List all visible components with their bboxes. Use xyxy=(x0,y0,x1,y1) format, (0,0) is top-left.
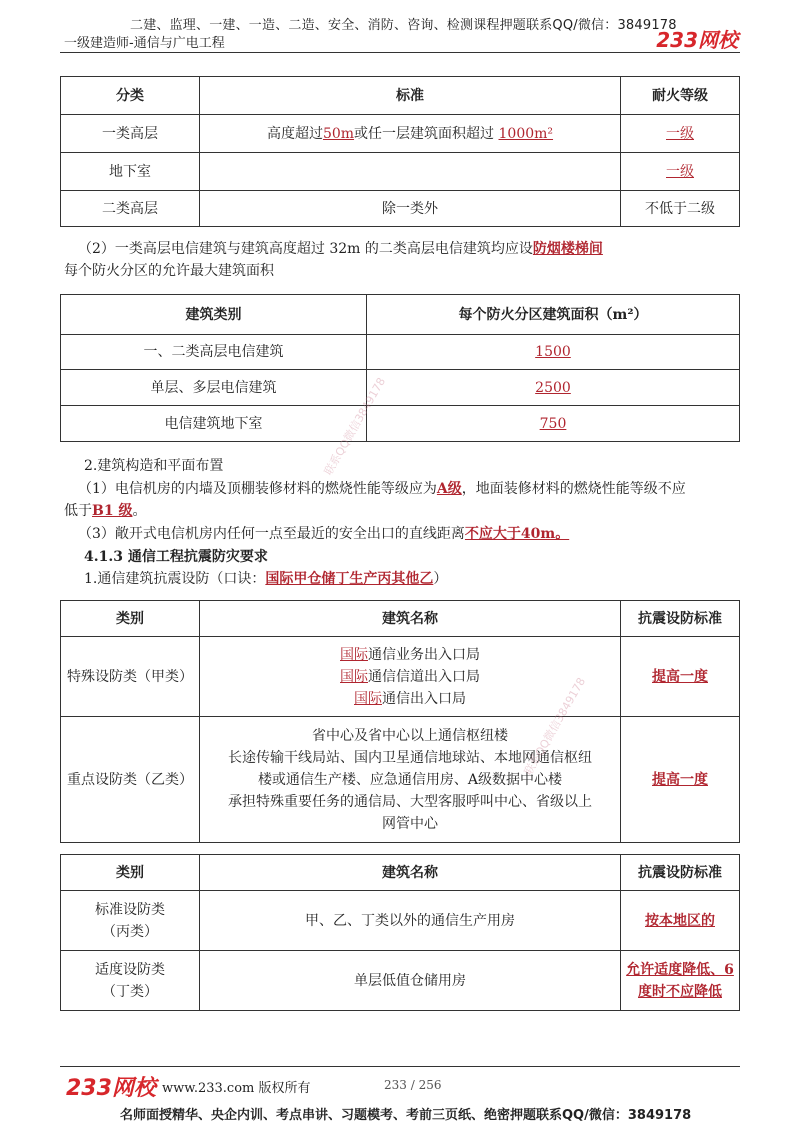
highlight-text: 国际 xyxy=(340,646,368,663)
category-cell xyxy=(61,891,200,951)
standard-cell: 除一类外 xyxy=(200,191,621,227)
paragraph xyxy=(84,568,447,590)
building-text: 通信出入口局 xyxy=(382,690,466,707)
highlight-text: 国际甲仓储丁生产丙其他乙 xyxy=(265,571,434,587)
table-header: 标准 xyxy=(200,77,621,115)
standard-cell: 提高一度 xyxy=(621,717,740,843)
category-text: 标准设防类 xyxy=(95,901,165,918)
table-header: 耐火等级 xyxy=(621,77,740,115)
page-number: 233 / 256 xyxy=(384,1078,442,1092)
level-cell: 不低于二级 xyxy=(621,191,740,227)
building-name xyxy=(204,644,616,666)
footer-divider xyxy=(60,1066,740,1067)
header-logo: 233网校 xyxy=(656,28,738,52)
category-cell: 特殊设防类（甲类） xyxy=(61,637,200,717)
paragraph-text: 1.通信建筑抗震设防（口诀： xyxy=(84,571,266,587)
paragraph xyxy=(64,500,146,522)
table-header: 建筑名称 xyxy=(200,601,621,637)
watermark: 联系QQ微信3849178 xyxy=(521,675,589,778)
table-row xyxy=(61,637,740,717)
standard-cell xyxy=(200,153,621,191)
header-divider xyxy=(60,52,740,53)
level-cell: 一级 xyxy=(621,153,740,191)
table-row xyxy=(61,191,740,227)
building-type-cell: 电信建筑地下室 xyxy=(61,406,367,442)
table-row xyxy=(61,335,740,370)
paragraph-text: ） xyxy=(433,571,448,587)
category-text: 适度设防类 xyxy=(95,961,165,978)
seismic-table-2 xyxy=(60,854,740,1011)
standard-text: 度时不应降低 xyxy=(638,983,722,1000)
level-cell: 一级 xyxy=(621,115,740,153)
highlight-text: 国际 xyxy=(340,668,368,685)
section-title: 4.1.3 通信工程抗震防灾要求 xyxy=(84,549,268,565)
category-cell: 二类高层 xyxy=(61,191,200,227)
table-header: 建筑名称 xyxy=(200,855,621,891)
building-text: 通信业务出入口局 xyxy=(368,646,480,663)
category-text: （丙类） xyxy=(102,923,158,940)
area-cell: 1500 xyxy=(367,335,740,370)
building-name: 省中心及省中心以上通信枢纽楼 xyxy=(312,727,508,744)
category-text: （丁类） xyxy=(102,983,158,1000)
building-name: 承担特殊重要任务的通信局、大型客服呼叫中心、省级以上 xyxy=(228,793,592,810)
building-name: 网管中心 xyxy=(382,815,438,832)
section-title: 2.建筑构造和平面布置 xyxy=(84,458,224,474)
building-text: 通信信道出入口局 xyxy=(368,668,480,685)
paragraph xyxy=(78,523,569,545)
building-type-cell: 一、二类高层电信建筑 xyxy=(61,335,367,370)
standard-cell: 提高一度 xyxy=(621,637,740,717)
table-header: 每个防火分区建筑面积（m²） xyxy=(367,295,740,335)
table-header: 抗震设防标准 xyxy=(621,855,740,891)
footer-site: www.233.com 版权所有 xyxy=(162,1081,311,1096)
category-cell xyxy=(61,951,200,1011)
paragraph xyxy=(78,478,686,500)
area-value: 1000m² xyxy=(498,125,554,142)
paragraph-text: ，地面装修材料的燃烧性能等级不应 xyxy=(461,481,686,497)
table-row xyxy=(61,891,740,951)
standard-cell: 按本地区的 xyxy=(621,891,740,951)
table-row xyxy=(61,951,740,1011)
paragraph-text: （1）电信机房的内墙及顶棚装修材料的燃烧性能等级应为 xyxy=(78,481,437,497)
table-header: 建筑类别 xyxy=(61,295,367,335)
building-names-cell: 单层低值仓储用房 xyxy=(200,951,621,1011)
paragraph: 每个防火分区的允许最大建筑面积 xyxy=(64,263,274,279)
building-name: 楼或通信生产楼、应急通信用房、A级数据中心楼 xyxy=(257,771,563,788)
highlight-text: 防烟楼梯间 xyxy=(532,241,603,257)
building-name xyxy=(204,688,616,710)
table-header: 分类 xyxy=(61,77,200,115)
watermark: 联系QQ微信3849178 xyxy=(321,375,389,478)
footer-contact-line: 名师面授精华、央企内训、考点串讲、习题模考、考前三页纸、绝密押题联系QQ/微信：3849178 xyxy=(120,1108,692,1123)
standard-text: 或任一层建筑面积超过 xyxy=(354,125,495,142)
building-name: 长途传输干线局站、国内卫星通信地球站、本地网通信枢纽 xyxy=(228,749,592,766)
table-row xyxy=(61,115,740,153)
table-header: 抗震设防标准 xyxy=(621,601,740,637)
table-row xyxy=(61,717,740,843)
category-cell: 地下室 xyxy=(61,153,200,191)
standard-text: 允许适度降低、6 xyxy=(626,961,734,978)
table-row xyxy=(61,370,740,406)
table-row xyxy=(61,153,740,191)
table-header: 类别 xyxy=(61,855,200,891)
paragraph-text: （3）敞开式电信机房内任何一点至最近的安全出口的直线距离 xyxy=(78,526,465,542)
fire-resistance-table xyxy=(60,76,740,227)
building-type-cell: 单层、多层电信建筑 xyxy=(61,370,367,406)
highlight-text: A级 xyxy=(436,481,462,497)
table-header: 类别 xyxy=(61,601,200,637)
paragraph-text: 低于 xyxy=(64,503,92,519)
category-cell: 重点设防类（乙类） xyxy=(61,717,200,843)
footer-logo: 233网校 xyxy=(66,1076,156,1101)
highlight-text: 不应大于40m。 xyxy=(464,526,570,542)
building-name xyxy=(204,666,616,688)
category-cell: 一类高层 xyxy=(61,115,200,153)
header-contact-line: 二建、监理、一建、一造、二造、安全、消防、咨询、检测课程押题联系QQ/微信：3849178 xyxy=(130,18,677,33)
paragraph xyxy=(78,238,603,260)
seismic-table-1 xyxy=(60,600,740,843)
fire-compartment-table xyxy=(60,294,740,442)
height-value: 50m xyxy=(322,125,355,142)
area-cell: 2500 xyxy=(367,370,740,406)
highlight-text: 国际 xyxy=(354,690,382,707)
building-names-cell: 甲、乙、丁类以外的通信生产用房 xyxy=(200,891,621,951)
paragraph-text: （2）一类高层电信建筑与建筑高度超过 32m 的二类高层电信建筑均应设 xyxy=(78,241,533,257)
header-subtitle: 一级建造师-通信与广电工程 xyxy=(64,36,225,51)
standard-cell xyxy=(621,951,740,1011)
standard-text: 高度超过 xyxy=(266,125,323,142)
standard-cell xyxy=(200,115,621,153)
highlight-text: B1 级 xyxy=(92,503,133,519)
area-cell: 750 xyxy=(367,406,740,442)
table-row xyxy=(61,406,740,442)
paragraph-text: 。 xyxy=(132,503,147,519)
